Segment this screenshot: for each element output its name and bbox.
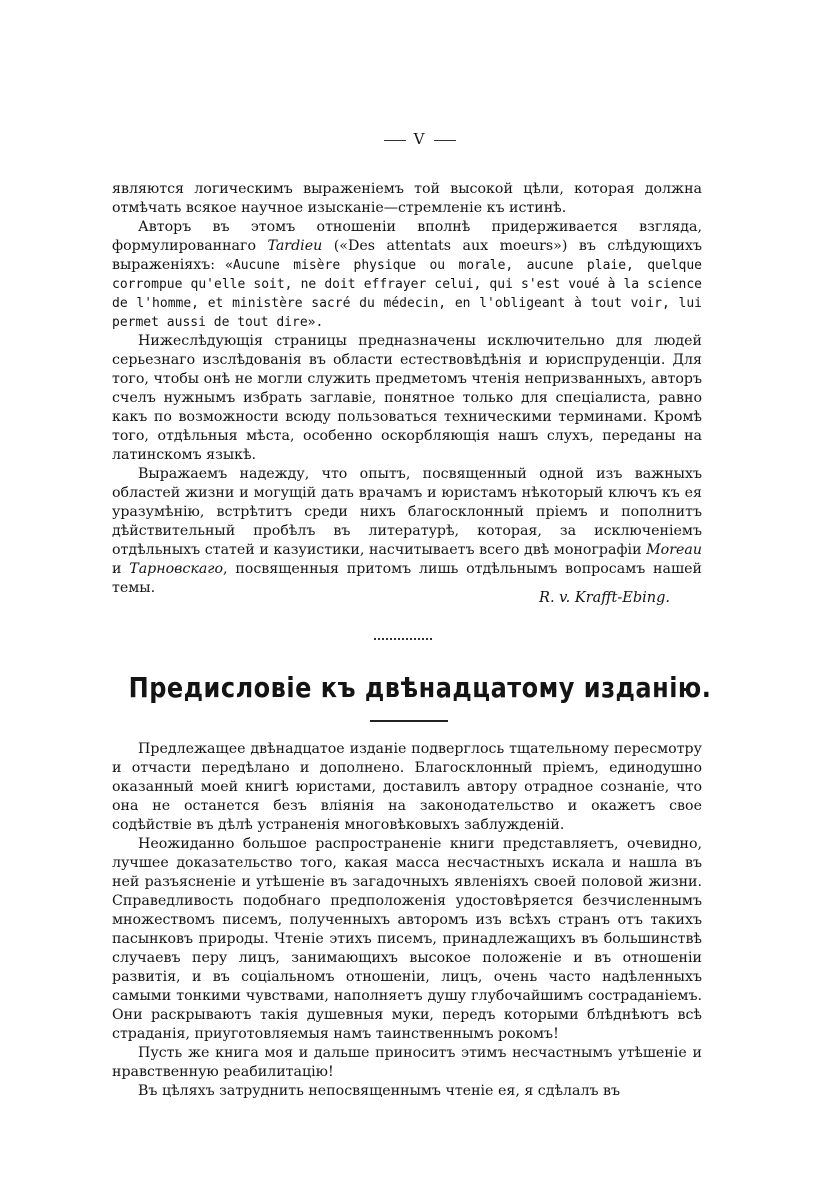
page-number	[0, 130, 840, 148]
signature: R. v. Krafft-Ebing.	[539, 590, 670, 606]
folio-dash-right	[434, 140, 456, 141]
text-run: и	[112, 561, 130, 577]
text-run: , посвященныя притомъ лишь отдѣльнымъ вопросамъ нашей темы.	[112, 561, 703, 596]
author-name: Тарновскаго	[129, 561, 224, 577]
text-run: Авторъ въ этомъ отношеніи вполнѣ придерживается взгляда, формулированнаго	[112, 219, 702, 254]
paragraph: Въ цѣляхъ затруднить непосвященнымъ чтеніе ея, я сдѣлалъ въ	[138, 1083, 621, 1099]
paragraph: Нижеслѣдующія страницы предназначены исключительно для людей серьезнаго изслѣдованія въ области естествовѣдѣнія и юриспруденціи. Для того, чтобы онѣ не могли служить предметомъ чтенія непризванныхъ, авторъ счелъ нужнымъ избрать заглавіе, понятное только для спеціалиста, равно какъ по возможности всюду пользоваться техническими терминами. Кромѣ того, отдѣльныя мѣста, особенно оскорбляющія нашъ слухъ, переданы на латинскомъ языкѣ.	[112, 333, 702, 463]
french-quote: «Aucune misère physique ou morale, aucune plaie, quelque corrompue qu'elle soit, ne doit effrayer celui, qui s'est voué à la science de l'homme, et ministère sacré du médecin, en l'obligeant à tout voir, lui permet aussi de tout dire».	[112, 258, 703, 330]
twelfth-edition-preface	[112, 740, 702, 1101]
paragraph	[112, 465, 702, 598]
paragraph	[112, 218, 702, 332]
preface-continuation	[112, 180, 702, 598]
section-heading: Предисловіе къ двѣнадцатому изданію.	[128, 671, 712, 705]
paragraph: Пусть же книга моя и дальше приноситъ этимъ несчастнымъ утѣшеніе и нравственную реабилитацію!	[112, 1045, 702, 1080]
heading-underline	[370, 720, 448, 722]
text-run: Выражаемъ надежду, что опытъ, посвященный одной изъ важныхъ областей жизни и могущій дать врачамъ и юристамъ нѣкоторый ключъ къ ея уразумѣнію, встрѣтитъ среди нихъ благосклонный пріемъ и пополнитъ дѣйствительный пробѣлъ въ литературѣ, которая, за исключеніемъ отдѣльныхъ статей и казуистики, насчитываетъ всего двѣ монографіи	[112, 466, 702, 558]
folio-dash-left	[384, 140, 406, 141]
page-number-text: V	[413, 130, 427, 148]
section-divider	[374, 638, 432, 640]
text-run: («Des attentats aux moeurs») въ слѣдующихъ выраженіяхъ:	[112, 238, 702, 273]
author-name: Tardieu	[267, 238, 323, 254]
paragraph: Неожиданно большое распространеніе книги представляетъ, очевидно, лучшее доказательство того, какая масса несчастныхъ искала и нашла въ ней разъясненіе и утѣшеніе въ загадочныхъ явленіяхъ своей половой жизни. Справедливость подобнаго предположенія удостовѣряется безчисленнымъ множествомъ писемъ, полученныхъ авторомъ изъ всѣхъ странъ отъ такихъ пасынковъ природы. Чтеніе этихъ писемъ, принадлежащихъ въ большинствѣ случаевъ перу лицъ, занимающихъ высокое положеніе и въ отношеніи развитія, и въ соціальномъ отношеніи, лицъ, очень часто надѣленныхъ самыми тонкими чувствами, наполняетъ душу глубочайшимъ состраданіемъ. Они раскрываютъ такія душевныя муки, передъ которыми блѣднѣютъ всѣ страданія, приуготовляемыя намъ таинственнымъ рокомъ!	[112, 836, 702, 1042]
paragraph: являются логическимъ выраженіемъ той высокой цѣли, которая должна отмѣчать всякое научное изысканіе—стремленіе къ истинѣ.	[112, 181, 702, 216]
paragraph: Предлежащее двѣнадцатое изданіе подверглось тщательному пересмотру и отчасти передѣлано и дополнено. Благосклонный пріемъ, единодушно оказанный моей книгѣ юристами, доставилъ автору отрадное сознаніе, что она не останется безъ вліянія на законодательство и окажетъ свое содѣйствіе въ дѣлѣ устраненія многовѣковыхъ заблужденій.	[112, 741, 702, 833]
author-name: Moreau	[646, 542, 702, 558]
